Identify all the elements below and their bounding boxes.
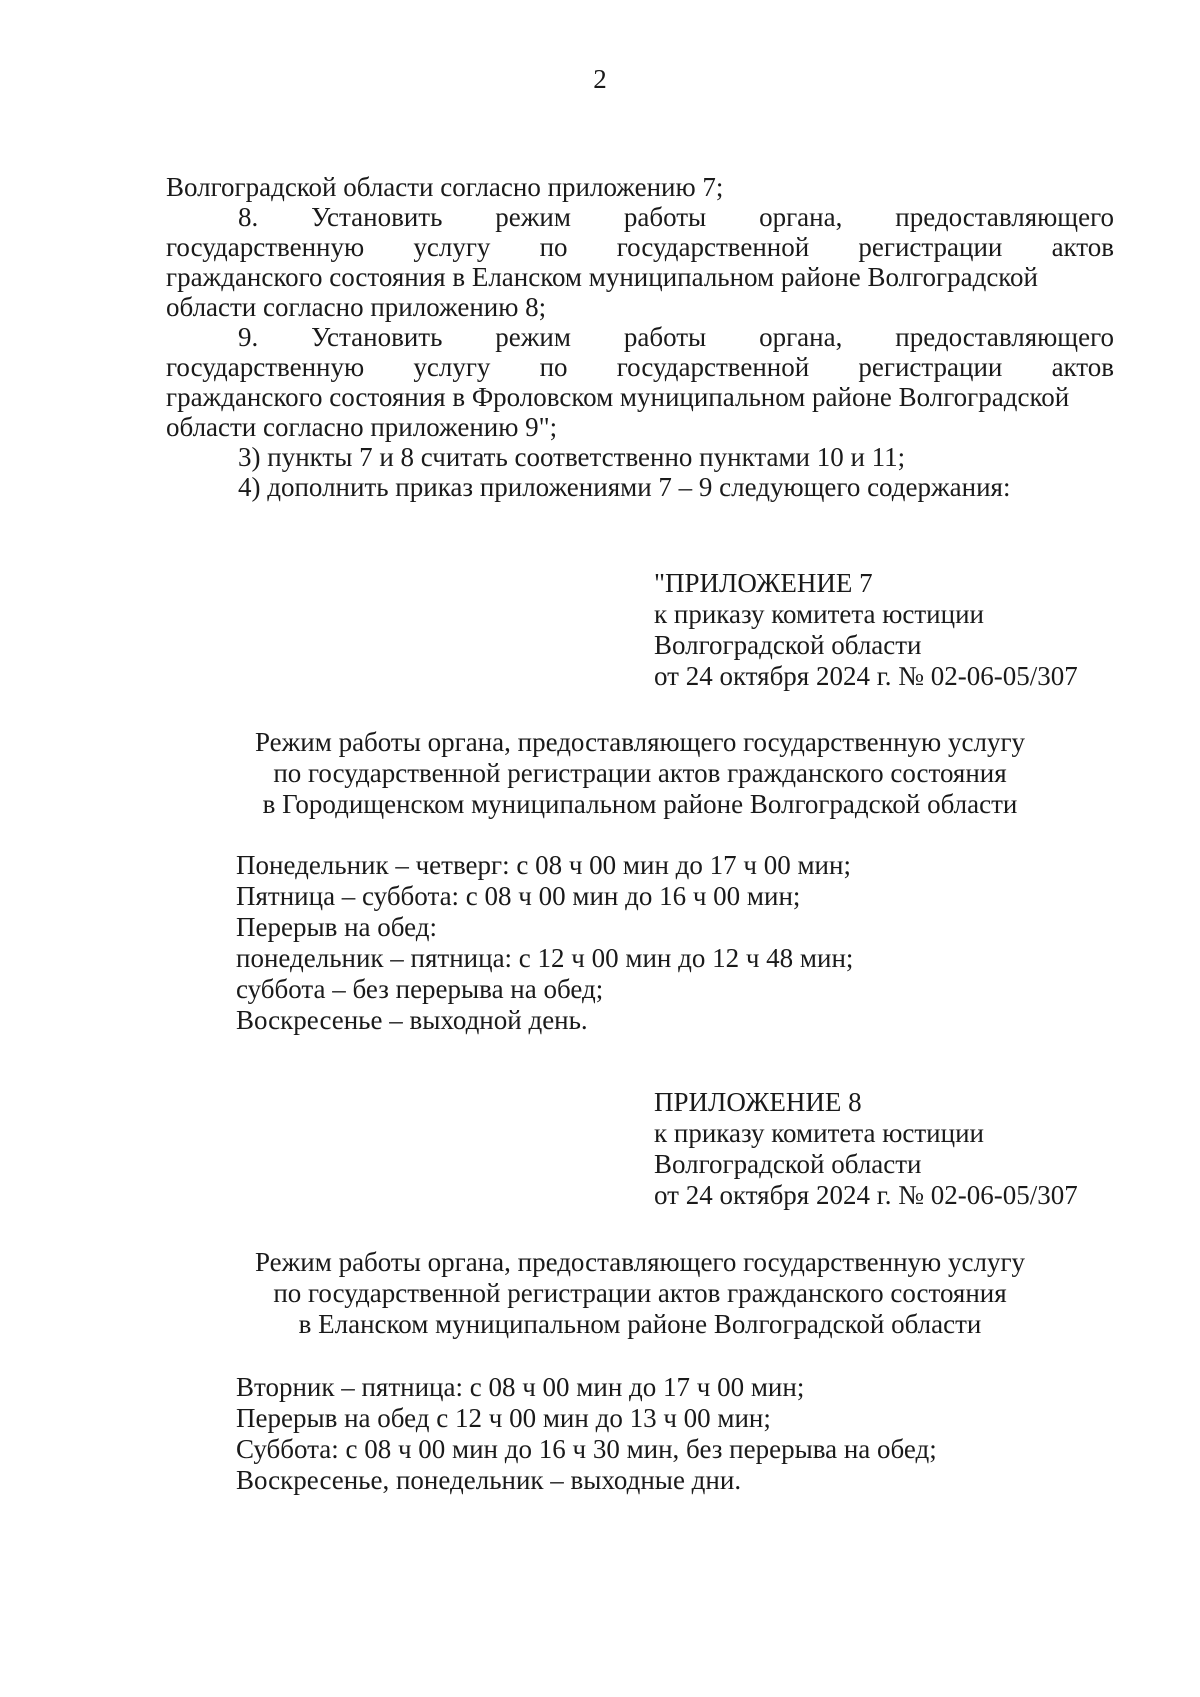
appendix-subtitle: к приказу комитета юстиции [654,1118,984,1148]
title-line: в Городищенском муниципальном районе Волгоградской области [262,789,1018,819]
appendix-subtitle: Волгоградской области [654,630,922,660]
schedule-line: Перерыв на обед: [236,912,438,942]
appendix-subtitle: к приказу комитета юстиции [654,599,984,629]
point-4: 4) дополнить приказ приложениями 7 – 9 следующего содержания: [238,472,1011,502]
item-8-line-4: области согласно приложению 8; [166,292,547,322]
appendix-order-ref: от 24 октября 2024 г. № 02-06-05/307 [654,661,1078,691]
word: Установить [311,322,443,352]
word: предоставляющего [895,202,1114,232]
word: регистрации [858,352,1003,382]
appendix-7-header [654,568,1154,692]
appendix-title: "ПРИЛОЖЕНИЕ 7 [654,568,873,598]
word: актов [1051,352,1114,382]
item-8-line-2 [166,232,1114,262]
word: государственную [166,352,365,382]
word: работы [623,322,707,352]
item-9-line-2 [166,352,1114,382]
item-8-line-1 [166,202,1114,232]
word: органа, [759,202,843,232]
item-9-line-4: области согласно приложению 9"; [166,412,558,442]
schedule-line: Вторник – пятница: с 08 ч 00 мин до 17 ч 00 мин; [236,1372,805,1402]
title-line: Режим работы органа, предоставляющего государственную услугу [254,1247,1026,1277]
schedule-line: понедельник – пятница: с 12 ч 00 мин до 12 ч 48 мин; [236,943,854,973]
schedule-line: Суббота: с 08 ч 00 мин до 16 ч 30 мин, без перерыва на обед; [236,1434,937,1464]
appendix-title: ПРИЛОЖЕНИЕ 8 [654,1087,862,1117]
appendix-7-regime-title [166,727,1114,820]
title-line: по государственной регистрации актов гражданского состояния [273,1278,1007,1308]
item-8-number: 8. [238,202,259,232]
item-8-line-3: гражданского состояния в Еланском муниципальном районе Волгоградской [166,262,1039,292]
point-3: 3) пункты 7 и 8 считать соответственно пунктами 10 и 11; [238,442,906,472]
page-number: 2 [593,64,607,94]
word: услугу [413,232,491,262]
intro-line-1: Волгоградской области согласно приложению 7; [166,172,724,202]
order-body-text [166,172,1114,502]
appendix-order-ref: от 24 октября 2024 г. № 02-06-05/307 [654,1180,1078,1210]
appendix-8-header [654,1087,1154,1211]
schedule-line: Воскресенье – выходной день. [236,1005,588,1035]
appendix-subtitle: Волгоградской области [654,1149,922,1179]
word: режим [495,322,571,352]
schedule-line: Пятница – суббота: с 08 ч 00 мин до 16 ч 00 мин; [236,881,801,911]
title-line: Режим работы органа, предоставляющего государственную услугу [254,727,1026,757]
appendix-8-regime-title [166,1247,1114,1340]
schedule-line: Понедельник – четверг: с 08 ч 00 мин до 17 ч 00 мин; [236,850,851,880]
item-9-number: 9. [238,322,259,352]
word: Установить [311,202,443,232]
word: государственной [616,232,810,262]
schedule-line: Перерыв на обед с 12 ч 00 мин до 13 ч 00 мин; [236,1403,771,1433]
appendix-7-schedule [236,850,1136,1036]
word: предоставляющего [895,322,1114,352]
word: по [539,232,568,262]
word: государственную [166,232,365,262]
word: работы [623,202,707,232]
item-9-line-3: гражданского состояния в Фроловском муниципальном районе Волгоградской [166,382,1070,412]
item-9-line-1 [166,322,1114,352]
word: регистрации [858,232,1003,262]
word: актов [1051,232,1114,262]
word: услугу [413,352,491,382]
title-line: по государственной регистрации актов гражданского состояния [273,758,1007,788]
appendix-8-schedule [236,1372,1136,1496]
schedule-line: Воскресенье, понедельник – выходные дни. [236,1465,742,1495]
word: органа, [759,322,843,352]
title-line: в Еланском муниципальном районе Волгоградской области [298,1309,982,1339]
schedule-line: суббота – без перерыва на обед; [236,974,604,1004]
word: режим [495,202,571,232]
word: по [539,352,568,382]
word: государственной [616,352,810,382]
